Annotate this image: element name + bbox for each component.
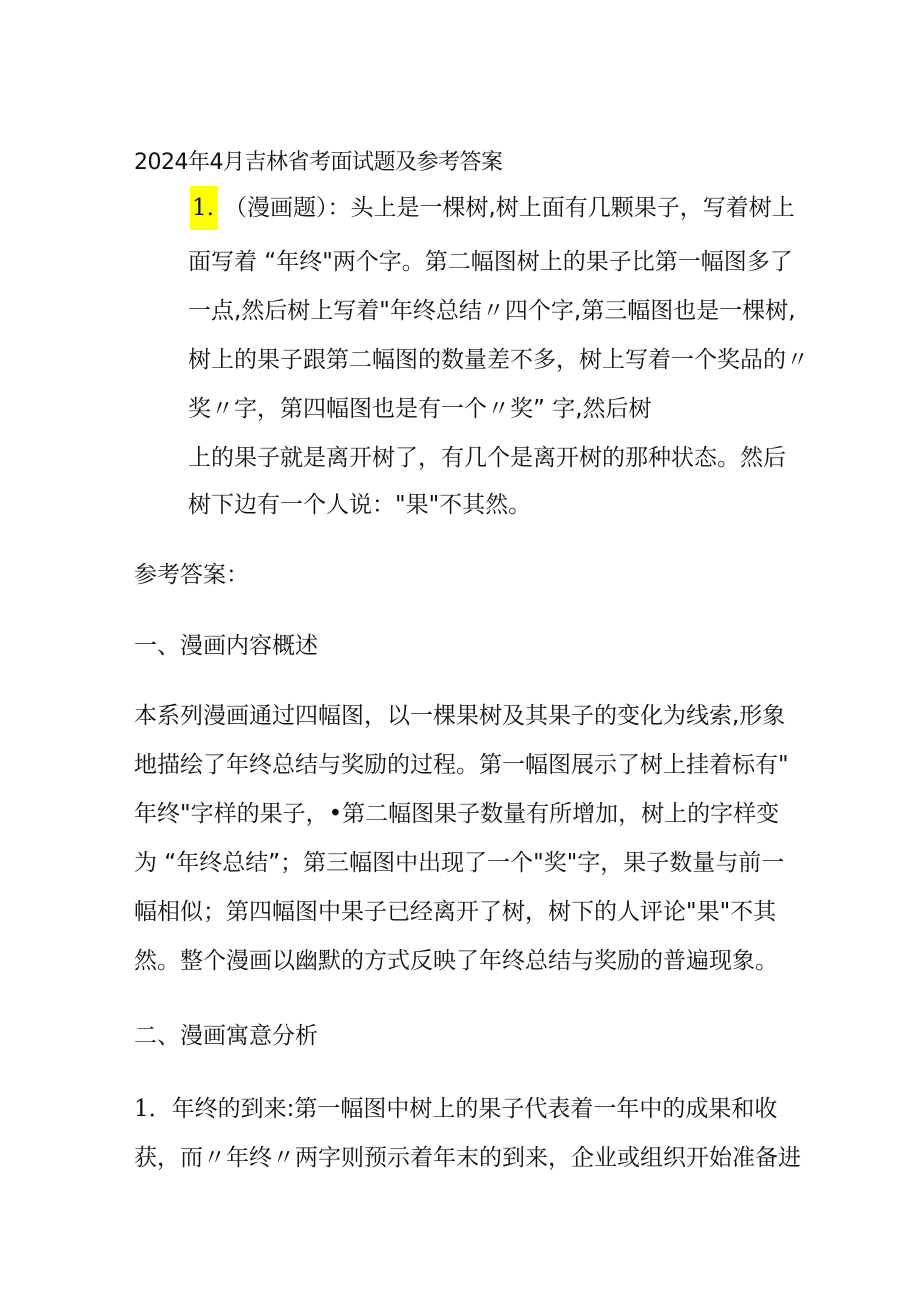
paragraph-line: 地描绘了年终总结与奖励的过程。第一幅图展示了树上挂着标有" [134, 752, 789, 778]
point-number: 1 [134, 1096, 149, 1122]
point-first-line [134, 1094, 777, 1124]
paragraph-line: 然。整个漫画以幽默的方式反映了年终总结与奖励的普遍现象。 [134, 948, 778, 974]
question-line: 树上的果子跟第二幅图的数量差不多，树上写着一个奖品的〃 [188, 347, 809, 373]
paragraph-line: 幅相似；第四幅图中果子已经离开了树，树下的人评论"果"不其 [134, 899, 777, 925]
question-line: 奖〃字，第四幅图也是有一个〃奖” 字,然后树 [188, 396, 652, 422]
question-line: 上的果子就是离开树了，有几个是离开树的那种状态。然后 [188, 445, 786, 471]
paragraph-line: 为 “年终总结”；第三幅图中出现了一个"奖"字，果子数量与前一 [134, 850, 785, 876]
question-number-highlight: 1. [190, 186, 218, 230]
section-heading-meaning: 二、漫画寓意分析 [134, 1023, 318, 1049]
question-line: 树下边有一个人说："果"不其然。 [188, 492, 532, 518]
question-line: 一点,然后树上写着"年终总结〃四个字,第三幅图也是一棵树, [188, 298, 796, 324]
section-heading-overview: 一、漫画内容概述 [134, 633, 318, 659]
point-line: ．年终的到来:第一幅图中树上的果子代表着一年中的成果和收 [148, 1096, 778, 1122]
question-line: （漫画题）：头上是一棵树,树上面有几颗果子，写着树上 [223, 195, 795, 221]
question-line: 面写着 “年终"两个字。第二幅图树上的果子比第一幅图多了 [188, 249, 793, 275]
paragraph-line: 本系列漫画通过四幅图，以一棵果树及其果子的变化为线索,形象 [134, 703, 786, 729]
document-title: 2024年4月吉林省考面试题及参考答案 [134, 150, 503, 175]
point-line: 获，而〃年终〃两字则预示着年末的到来，企业或组织开始准备进 [134, 1145, 801, 1171]
answer-label: 参考答案： [134, 562, 249, 588]
question-first-line [190, 186, 795, 230]
paragraph-line: 年终"字样的果子，•第二幅图果子数量有所增加，树上的字样变 [134, 801, 780, 827]
